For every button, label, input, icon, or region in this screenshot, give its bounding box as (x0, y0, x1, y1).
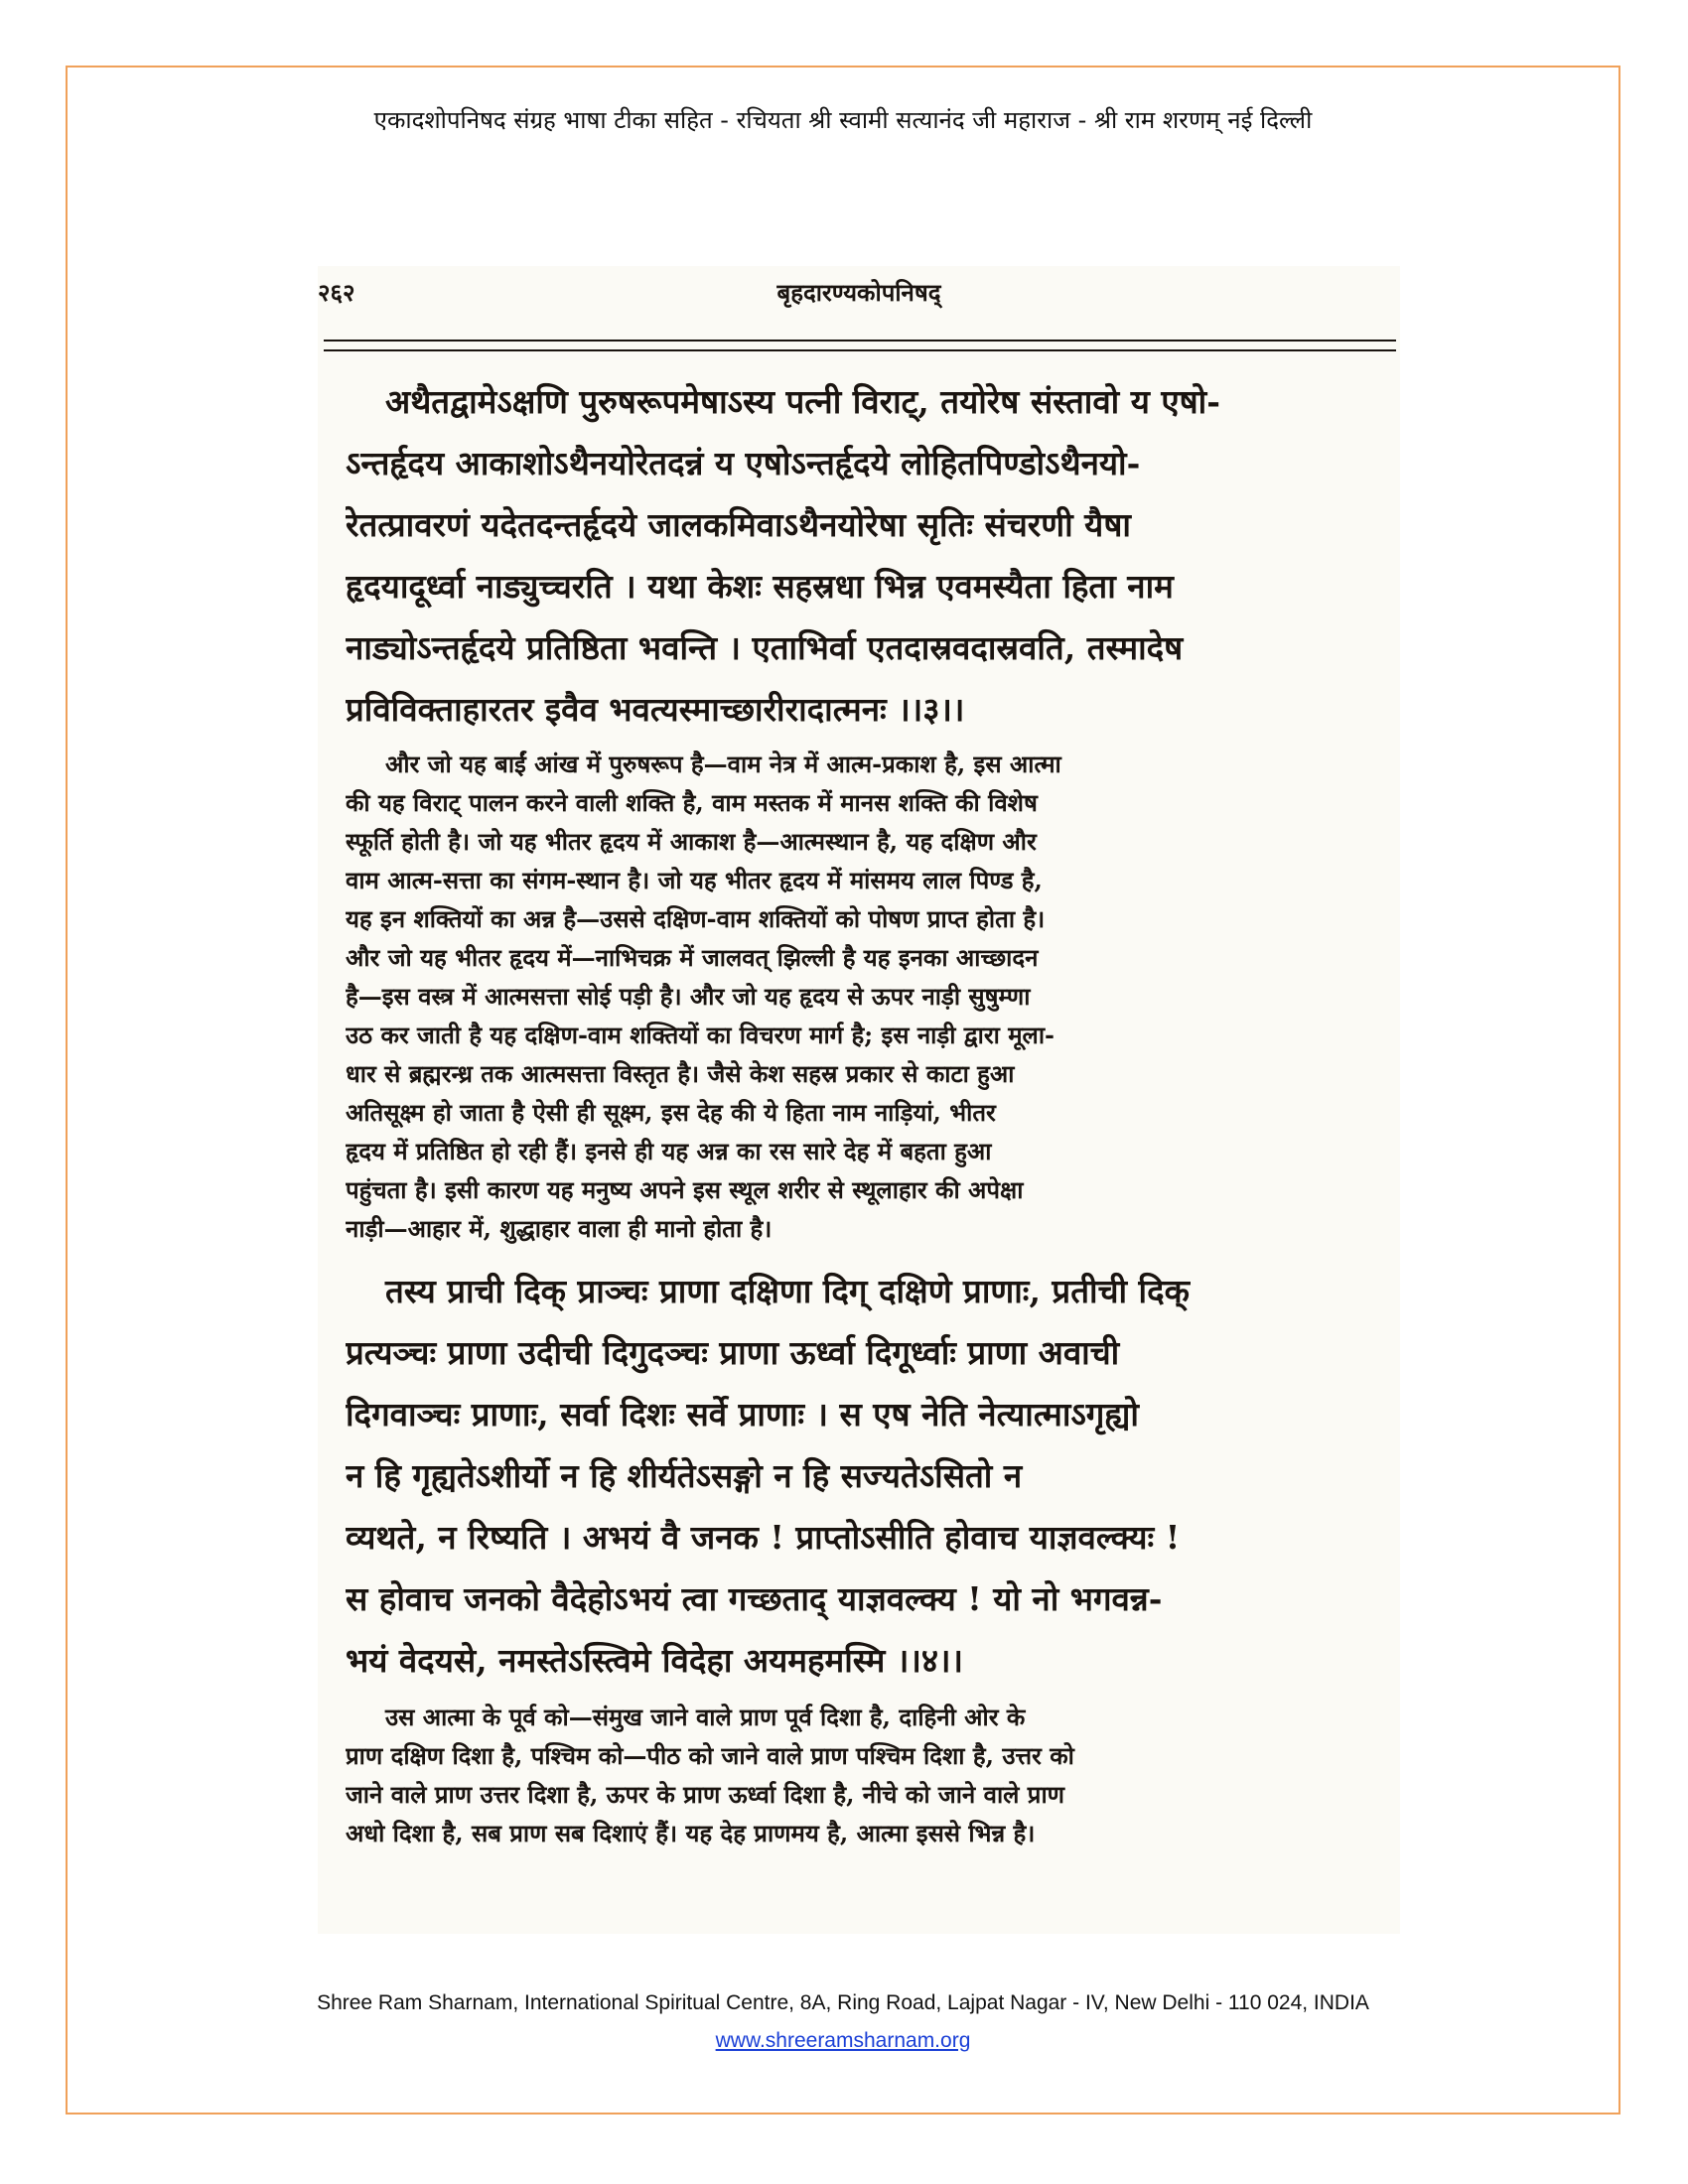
running-title: बृहदारण्यकोपनिषद् (776, 278, 941, 307)
verse-line: व्यथते, न रिष्यति । अभयं वै जनक ! प्राप्तोऽसीति होवाच याज्ञवल्क्यः ! (346, 1518, 1181, 1557)
commentary-line: और जो यह भीतर हृदय में—नाभिचक्र में जालवत् झिल्ली है यह इनका आच्छादन (346, 943, 1039, 972)
verse-line: अथैतद्वामेऽक्षणि पुरुषरूपमेषाऽस्य पत्नी विराट्, तयोरेष संस्तावो य एषो- (385, 382, 1220, 421)
commentary-line: यह इन शक्तियों का अन्न है—उससे दक्षिण-वाम शक्तियों को पोषण प्राप्त होता है। (346, 904, 1046, 933)
scanned-page (318, 266, 1400, 1934)
verse-line: प्रत्यञ्चः प्राणा उदीची दिगुदञ्चः प्राणा ऊर्ध्वा दिगूर्ध्वाः प्राणा अवाची (346, 1333, 1120, 1372)
commentary-line: जाने वाले प्राण उत्तर दिशा है, ऊपर के प्राण ऊर्ध्वा दिशा है, नीचे को जाने वाले प्राण (346, 1780, 1065, 1809)
commentary-line: प्राण दक्षिण दिशा है, पश्चिम को—पीठ को जाने वाले प्राण पश्चिम दिशा है, उत्तर को (346, 1741, 1074, 1770)
verse-3 (346, 371, 1378, 741)
commentary-line: नाड़ी—आहार में, शुद्धाहार वाला ही मानो होता है। (346, 1214, 773, 1243)
verse-line: रेतत्प्रावरणं यदेतदन्तर्हृदये जालकमिवाऽथैनयोरेषा सृतिः संचरणी यैषा (346, 505, 1131, 544)
verse-line: न हि गृह्यतेऽशीर्यो न हि शीर्यतेऽसङ्गो न हि सज्यतेऽसितो न (346, 1456, 1023, 1495)
commentary-line: अधो दिशा है, सब प्राण सब दिशाएं हैं। यह देह प्राणमय है, आत्मा इससे भिन्न है। (346, 1819, 1036, 1847)
commentary-line: की यह विराट् पालन करने वाली शक्ति है, वाम मस्तक में मानस शक्ति की विशेष (346, 788, 1038, 817)
verse-4 (346, 1261, 1378, 1692)
commentary-line: अतिसूक्ष्म हो जाता है ऐसी ही सूक्ष्म, इस देह की ये हिता नाम नाड़ियां, भीतर (346, 1098, 996, 1127)
verse-line: तस्य प्राची दिक् प्राञ्चः प्राणा दक्षिणा दिग् दक्षिणे प्राणाः, प्रतीची दिक् (385, 1272, 1190, 1310)
verse-line: नाड्योऽन्तर्हृदये प्रतिष्ठिता भवन्ति । एताभिर्वा एतदास्रवदास्रवति, तस्मादेष (346, 628, 1184, 667)
header-rule-bottom (324, 349, 1396, 351)
commentary-line: वाम आत्म-सत्ता का संगम-स्थान है। जो यह भीतर हृदय में मांसमय लाल पिण्ड है, (346, 866, 1043, 894)
verse-line: दिगवाञ्चः प्राणाः, सर्वा दिशः सर्वे प्राणाः । स एष नेति नेत्यात्माऽगृह्यो (346, 1395, 1139, 1433)
commentary-line: उठ कर जाती है यह दक्षिण-वाम शक्तियों का विचरण मार्ग है; इस नाड़ी द्वारा मूला- (346, 1021, 1055, 1049)
commentary-line: और जो यह बाईं आंख में पुरुषरूप है—वाम नेत्र में आत्म-प्रकाश है, इस आत्मा (385, 750, 1061, 778)
commentary-line: स्फूर्ति होती है। जो यह भीतर हृदय में आकाश है—आत्मस्थान है, यह दक्षिण और (346, 827, 1037, 856)
commentary-4 (346, 1698, 1378, 1852)
page-number: २६२ (318, 278, 355, 307)
footer-address: Shree Ram Sharnam, International Spiritual Centre, 8A, Ring Road, Lajpat Nagar - IV, New Delhi - 110 024, INDIA (317, 1991, 1369, 2014)
verse-line: ऽन्तर्हृदय आकाशोऽथैनयोरेतदन्नं य एषोऽन्तर्हृदये लोहितपिण्डोऽथैनयो- (346, 444, 1141, 482)
running-head (318, 266, 1400, 316)
website-link[interactable]: www.shreeramsharnam.org (715, 2029, 971, 2052)
commentary-line: है—इस वस्त्र में आत्मसत्ता सोई पड़ी है। और जो यह हृदय से ऊपर नाड़ी सुषुम्णा (346, 982, 1031, 1011)
header-title: एकादशोपनिषद संग्रह भाषा टीका सहित - रचियता श्री स्वामी सत्यानंद जी महाराज - श्री राम शरणम् नई दिल्ली (373, 106, 1313, 134)
verse-line: भयं वेदयसे, नमस्तेऽस्त्विमे विदेहा अयमहमस्मि ।।४।। (346, 1641, 964, 1680)
commentary-line: हृदय में प्रतिष्ठित हो रही हैं। इनसे ही यह अन्न का रस सारे देह में बहता हुआ (346, 1137, 992, 1165)
commentary-line: धार से ब्रह्मरन्ध्र तक आत्मसत्ता विस्तृत है। जैसे केश सहस्र प्रकार से काटा हुआ (346, 1059, 1015, 1088)
commentary-line: उस आत्मा के पूर्व को—संमुख जाने वाले प्राण पूर्व दिशा है, दाहिनी ओर के (385, 1703, 1026, 1731)
commentary-line: पहुंचता है। इसी कारण यह मनुष्य अपने इस स्थूल शरीर से स्थूलाहार की अपेक्षा (346, 1175, 1024, 1204)
commentary-3 (346, 745, 1378, 1248)
footer-website (66, 2029, 1620, 2053)
verse-line: हृदयादूर्ध्वा नाड्युच्चरति । यथा केशः सहस्रधा भिन्न एवमस्यैता हिता नाम (346, 567, 1174, 606)
verse-line: स होवाच जनको वैदेहोऽभयं त्वा गच्छताद् याज्ञवल्क्य ! यो नो भगवन्न- (346, 1579, 1163, 1618)
header-rule-top (324, 340, 1396, 341)
verse-line: प्रविविक्ताहारतर इवैव भवत्यस्माच्छारीरादात्मनः ।।३।। (346, 690, 965, 729)
